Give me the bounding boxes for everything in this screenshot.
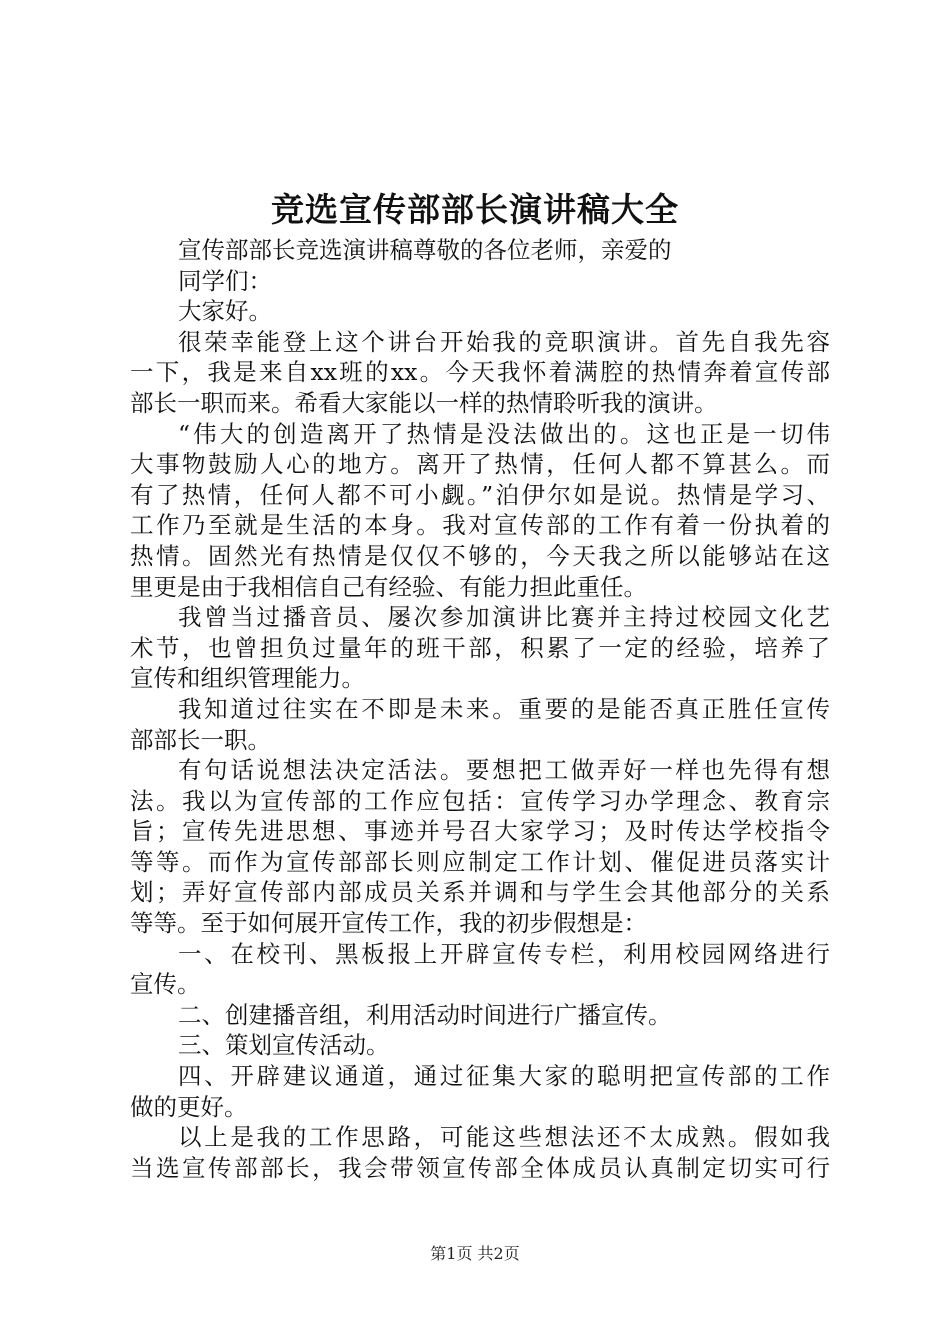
text-line: 大事物鼓励人心的地方。离开了热情，任何人都不算甚么。而 — [130, 450, 830, 479]
text-line: 等等。而作为宣传部部长则应制定工作计划、催促进员落实计 — [130, 847, 830, 876]
text-line: 热情。固然光有热情是仅仅不够的，今天我之所以能够站在这 — [130, 541, 830, 570]
text-line: 术节，也曾担负过量年的班干部，积累了一定的经验，培养了 — [130, 633, 830, 662]
text-line: 大家好。 — [178, 297, 272, 326]
text-line: 工作乃至就是生活的本身。我对宣传部的工作有着一份执着的 — [130, 511, 830, 540]
text-line: 一下，我是来自xx班的xx。今天我怀着满腔的热情奔着宣传部 — [130, 358, 830, 387]
text-line: 我曾当过播音员、屡次参加演讲比赛并主持过校园文化艺 — [178, 603, 830, 632]
text-line: 三、策划宣传活动。 — [178, 1031, 390, 1060]
text-line: 法。我以为宣传部的工作应包括：宣传学习办学理念、教育宗 — [130, 786, 830, 815]
text-line: 我知道过往实在不即是未来。重要的是能否真正胜任宣传 — [178, 694, 830, 723]
text-line: 等等。至于如何展开宣传工作，我的初步假想是： — [130, 909, 647, 938]
text-line: 同学们： — [178, 266, 272, 295]
page-number-footer: 第1页 共2页 — [430, 1244, 520, 1263]
text-line: 里更是由于我相信自己有经验、有能力担此重任。 — [130, 572, 647, 601]
text-line: 当选宣传部部长，我会带领宣传部全体成员认真制定切实可行 — [130, 1153, 830, 1182]
text-line: 很荣幸能登上这个讲台开始我的竞职演讲。首先自我先容 — [178, 327, 830, 356]
text-line: 有句话说想法决定活法。要想把工做弄好一样也先得有想 — [178, 756, 830, 785]
text-line: 宣传部部长竞选演讲稿尊敬的各位老师，亲爱的 — [178, 236, 672, 264]
text-line: 部部长一职。 — [130, 725, 271, 754]
text-line: 二、创建播音组，利用活动时间进行广播宣传。 — [178, 1000, 672, 1029]
document-body — [130, 235, 830, 1183]
text-line: 划；弄好宣传部内部成员关系并调和与学生会其他部分的关系 — [130, 878, 830, 907]
text-line: “伟大的创造离开了热情是没法做出的。这也正是一切伟 — [178, 419, 830, 448]
text-line: 宣传和组织管理能力。 — [130, 664, 365, 693]
text-line: 以上是我的工作思路，可能这些想法还不太成熟。假如我 — [178, 1123, 830, 1152]
text-line: 旨；宣传先进思想、事迹并号召大家学习；及时传达学校指令 — [130, 817, 830, 846]
text-line: 四、开辟建议通道，通过征集大家的聪明把宣传部的工作 — [178, 1062, 830, 1091]
document-title: 竞选宣传部部长演讲稿大全 — [271, 190, 679, 229]
text-line: 做的更好。 — [130, 1092, 248, 1121]
text-line: 有了热情，任何人都不可小觑。”泊伊尔如是说。热情是学习、 — [130, 480, 830, 509]
text-line: 一、在校刊、黑板报上开辟宣传专栏，利用校园网络进行 — [178, 939, 830, 968]
text-line: 部长一职而来。希看大家能以一样的热情聆听我的演讲。 — [130, 388, 718, 417]
text-line: 宣传。 — [130, 970, 201, 999]
